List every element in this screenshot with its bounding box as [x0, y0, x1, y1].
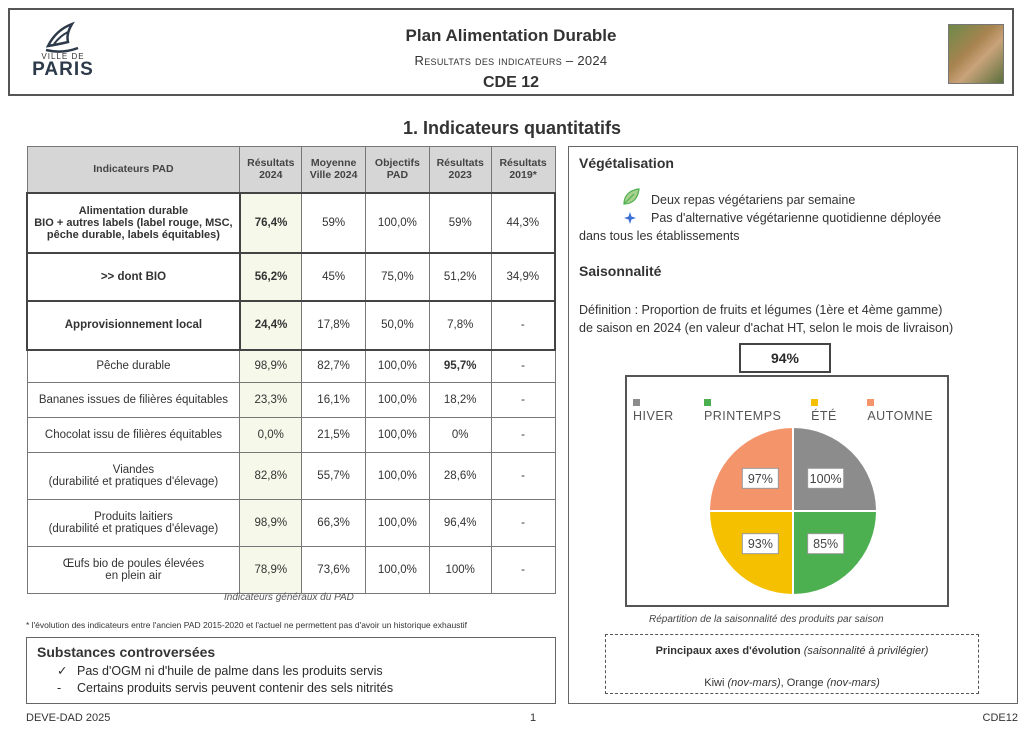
vegetalisation-line1: Deux repas végétariens par semaine: [651, 193, 856, 207]
table-row: [27, 253, 555, 301]
logo-paris: PARIS: [32, 59, 94, 80]
cell-r2024: 23,3%: [240, 383, 302, 418]
cell-r2023: 96,4%: [429, 500, 491, 547]
cell-r2023: 18,2%: [429, 383, 491, 418]
header-photo: [948, 24, 1004, 84]
cell-moy: 45%: [302, 253, 366, 301]
cell-r2023: 100%: [429, 547, 491, 594]
pie-chart-box: [625, 375, 949, 607]
dash-icon: -: [57, 681, 62, 695]
cell-obj: 100,0%: [366, 350, 430, 383]
cell-moy: 66,3%: [302, 500, 366, 547]
row-label: Viandes (durabilité et pratiques d'élevage): [27, 453, 240, 500]
table-row: [27, 193, 555, 253]
cell-r2023: 0%: [429, 418, 491, 453]
row-label: Produits laitiers (durabilité et pratiques d'élevage): [27, 500, 240, 547]
axes-title-note: (saisonnalité à privilégier): [803, 645, 929, 657]
saisonnalite-definition1: Définition : Proportion de fruits et légumes (1ère et 4ème gamme): [579, 303, 943, 317]
cell-moy: 17,8%: [302, 301, 366, 350]
cell-r2024: 56,2%: [240, 253, 302, 301]
axes-items: Kiwi (nov-mars), Orange (nov-mars): [704, 677, 880, 689]
row-label-line1: Alimentation durable: [78, 204, 189, 217]
vegetalisation-title: Végétalisation: [579, 155, 674, 171]
pie-label-printemps: [808, 534, 844, 554]
cell-moy: 82,7%: [302, 350, 366, 383]
cell-obj: 50,0%: [366, 301, 430, 350]
axes-item-period: (nov-mars): [727, 677, 781, 689]
col-header-objectifs: Objectifs PAD: [366, 147, 430, 193]
pie-label-text: 100%: [809, 471, 842, 486]
subtitle-text: Resultats des indicateurs – 2024: [414, 53, 608, 68]
table-row: [27, 547, 555, 594]
pie-chart: [627, 377, 947, 605]
legend-label: HIVER: [633, 409, 674, 423]
section-title: 1. Indicateurs quantitatifs: [402, 118, 622, 138]
indicators-table: [26, 146, 556, 594]
pie-label-text: 85%: [813, 537, 839, 552]
leaf-icon: [621, 187, 641, 207]
cell-r2023: 28,6%: [429, 453, 491, 500]
table-row: [27, 383, 555, 418]
cell-obj: 75,0%: [366, 253, 430, 301]
cell-r2023: 95,7%: [429, 350, 491, 383]
vegetalisation-line2b: dans tous les établissements: [579, 229, 740, 243]
col-header-resultats-2024: Résultats 2024: [240, 147, 302, 193]
cell-obj: 100,0%: [366, 418, 430, 453]
substance-item: [57, 680, 545, 697]
cell-r2019: -: [491, 301, 555, 350]
check-icon: ✓: [57, 664, 68, 678]
vegetalisation-line2a: Pas d'alternative végétarienne quotidienne déployée: [651, 211, 942, 225]
row-label: Bananes issues de filières équitables: [27, 383, 240, 418]
axes-item-period: (nov-mars): [826, 677, 880, 689]
right-panel: [568, 146, 1018, 704]
chart-caption: Répartition de la saisonnalité des produits par saison: [649, 614, 884, 625]
cell-r2024: 78,9%: [240, 547, 302, 594]
cell-obj: 100,0%: [366, 383, 430, 418]
axes-evolution-box: [605, 634, 979, 694]
table-row: [27, 500, 555, 547]
page-number: 1: [530, 712, 537, 724]
document-title: Plan Alimentation Durable: [405, 26, 617, 45]
cell-r2024: 24,4%: [240, 301, 302, 350]
cell-moy: 21,5%: [302, 418, 366, 453]
cell-r2023: 51,2%: [429, 253, 491, 301]
legend-label: ÉTÉ: [811, 409, 837, 423]
substance-item: [57, 663, 545, 680]
footnote: * l'évolution des indicateurs entre l'ancien PAD 2015-2020 et l'actuel ne permettent pas d'avoir un historique exhaustif: [26, 620, 468, 630]
row-label: Œufs bio de poules élevées en plein air: [27, 547, 240, 594]
cell-r2024: 0,0%: [240, 418, 302, 453]
col-header-resultats-2019: Résultats 2019*: [491, 147, 555, 193]
saisonnalite-kpi: 94%: [739, 343, 831, 373]
cell-obj: 100,0%: [366, 193, 430, 253]
logo-ville: VILLE DE: [41, 52, 85, 61]
pie-label-hiver: [808, 468, 844, 488]
cell-r2024: 76,4%: [240, 193, 302, 253]
cell-r2019: 34,9%: [491, 253, 555, 301]
document-subtitle: [10, 53, 1012, 68]
cell-moy: 16,1%: [302, 383, 366, 418]
axes-item-name: Kiwi: [704, 677, 725, 689]
substance-text: Pas d'OGM ni d'huile de palme dans les produits servis: [77, 664, 383, 678]
pie-label-text: 97%: [747, 471, 773, 486]
cell-moy: 55,7%: [302, 453, 366, 500]
cell-obj: 100,0%: [366, 547, 430, 594]
saisonnalite-title: Saisonnalité: [579, 263, 662, 279]
pie-label-automne: [742, 468, 778, 488]
axes-item-name: Orange: [786, 677, 824, 689]
col-header-indicateurs: Indicateurs PAD: [27, 147, 240, 193]
col-header-resultats-2023: Résultats 2023: [429, 147, 491, 193]
table-row: [27, 301, 555, 350]
cell-moy: 59%: [302, 193, 366, 253]
row-label-line2: BIO + autres labels (label rouge, MSC, pêche durable, labels équitables): [34, 216, 233, 241]
axes-title: Principaux axes d'évolution: [655, 645, 801, 657]
cell-r2019: -: [491, 383, 555, 418]
cell-r2019: -: [491, 547, 555, 594]
cell-r2023: 59%: [429, 193, 491, 253]
row-label: Approvisionnement local: [27, 301, 240, 350]
cell-obj: 100,0%: [366, 453, 430, 500]
footer-left: DEVE-DAD 2025: [26, 712, 111, 724]
document-header: [8, 8, 1014, 96]
row-label: Pêche durable: [27, 350, 240, 383]
table-row: [27, 453, 555, 500]
saisonnalite-definition2: de saison en 2024 (en valeur d'achat HT, selon le mois de livraison): [579, 321, 954, 335]
footer-right: CDE12: [982, 712, 1018, 724]
table-header-row: [27, 147, 555, 193]
cell-obj: 100,0%: [366, 500, 430, 547]
substances-box: [26, 637, 556, 704]
legend-label: AUTOMNE: [867, 409, 934, 423]
row-label: Chocolat issu de filières équitables: [27, 418, 240, 453]
document-code: CDE 12: [482, 74, 540, 91]
table-row: [27, 418, 555, 453]
row-label: [27, 193, 240, 253]
cell-r2024: 98,9%: [240, 350, 302, 383]
cell-r2024: 82,8%: [240, 453, 302, 500]
substance-text: Certains produits servis peuvent contenir des sels nitrités: [77, 681, 394, 695]
pie-label-text: 93%: [747, 537, 773, 552]
cell-r2024: 98,9%: [240, 500, 302, 547]
pie-label-ete: [742, 534, 778, 554]
cell-r2019: 44,3%: [491, 193, 555, 253]
substances-title: Substances controversées: [37, 644, 216, 660]
cell-r2023: 7,8%: [429, 301, 491, 350]
cell-r2019: -: [491, 350, 555, 383]
cell-r2019: -: [491, 500, 555, 547]
legend-label: PRINTEMPS: [703, 409, 782, 423]
axes-title-line: [606, 645, 978, 657]
row-label: >> dont BIO: [27, 253, 240, 301]
cell-r2019: -: [491, 418, 555, 453]
table-caption: Indicateurs généraux du PAD: [224, 592, 354, 603]
cell-r2019: -: [491, 453, 555, 500]
cell-moy: 73,6%: [302, 547, 366, 594]
star-icon: [623, 211, 637, 225]
col-header-moyenne: Moyenne Ville 2024: [302, 147, 366, 193]
table-row: [27, 350, 555, 383]
